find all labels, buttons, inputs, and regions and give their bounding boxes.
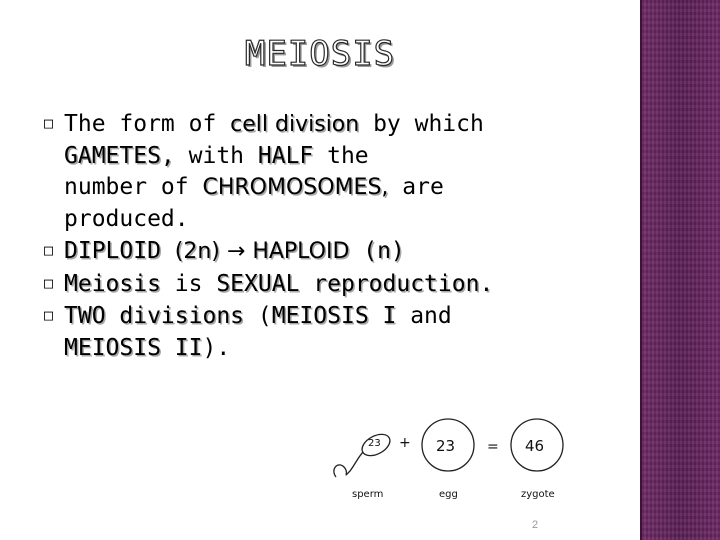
sperm-value: 23 — [368, 438, 381, 449]
text — [299, 271, 313, 297]
fertilization-diagram — [328, 405, 578, 505]
keyword-meiosis: Meiosis — [64, 270, 161, 297]
zygote-label: zygote — [521, 489, 555, 500]
equals-sign: = — [487, 439, 499, 455]
keyword-chromosomes: CHROMOSOMES, — [202, 175, 389, 200]
bullet-definition-line2 — [44, 141, 614, 173]
sperm-tail — [334, 451, 364, 477]
keyword-2n: (2n) — [174, 239, 220, 264]
keyword-divisions: divisions — [105, 303, 245, 329]
decorative-sidebar — [640, 0, 720, 540]
text: and — [396, 303, 452, 329]
keyword-meiosis-ii: MEIOSIS II — [64, 334, 203, 361]
bullet-box-icon: □ — [44, 241, 54, 259]
arrow-icon: → — [219, 239, 253, 264]
keyword-n: (n) — [349, 238, 405, 264]
text: with — [174, 142, 258, 169]
text: The form of — [64, 111, 231, 137]
bullet-box-icon: □ — [44, 273, 54, 292]
keyword-half: HALF — [257, 142, 314, 169]
keyword-haploid: HAPLOID — [252, 239, 350, 264]
bullet-two-divisions-line2 — [44, 333, 614, 365]
bullet-box-icon: □ — [44, 306, 54, 324]
zygote-value: 46 — [525, 437, 545, 455]
keyword-two: TWO — [64, 303, 106, 329]
text: by which — [359, 111, 484, 137]
bullet-definition-line3 — [44, 172, 614, 204]
keyword-reproduction: reproduction. — [313, 270, 494, 297]
text: ( — [244, 303, 272, 329]
text: ). — [202, 334, 231, 361]
page-number: 2 — [532, 519, 539, 531]
plus-sign: + — [399, 435, 411, 451]
egg-label: egg — [439, 489, 458, 500]
egg-value: 23 — [436, 437, 456, 455]
slide-body — [44, 108, 614, 364]
keyword-gametes: GAMETES, — [64, 142, 175, 169]
keyword-sexual: SEXUAL — [216, 270, 300, 297]
text: number of — [64, 174, 203, 200]
bullet-box-icon: □ — [44, 114, 54, 132]
bullet-sexual — [44, 268, 614, 301]
bullet-diploid-haploid — [44, 235, 614, 268]
slide-title: MEIOSIS — [244, 34, 396, 74]
sperm-label: sperm — [352, 489, 384, 500]
sidebar-edge — [640, 0, 642, 540]
text: is — [160, 270, 217, 297]
keyword-cell-division: cell division — [230, 112, 360, 137]
text: produced. — [64, 205, 189, 232]
keyword-meiosis-i: MEIOSIS I — [271, 303, 397, 329]
text: are — [388, 174, 444, 200]
text: the — [313, 142, 369, 169]
bullet-two-divisions — [44, 300, 614, 333]
keyword-diploid: DIPLOID — [64, 238, 175, 264]
bullet-definition — [44, 108, 614, 141]
bullet-definition-line4 — [44, 204, 614, 236]
